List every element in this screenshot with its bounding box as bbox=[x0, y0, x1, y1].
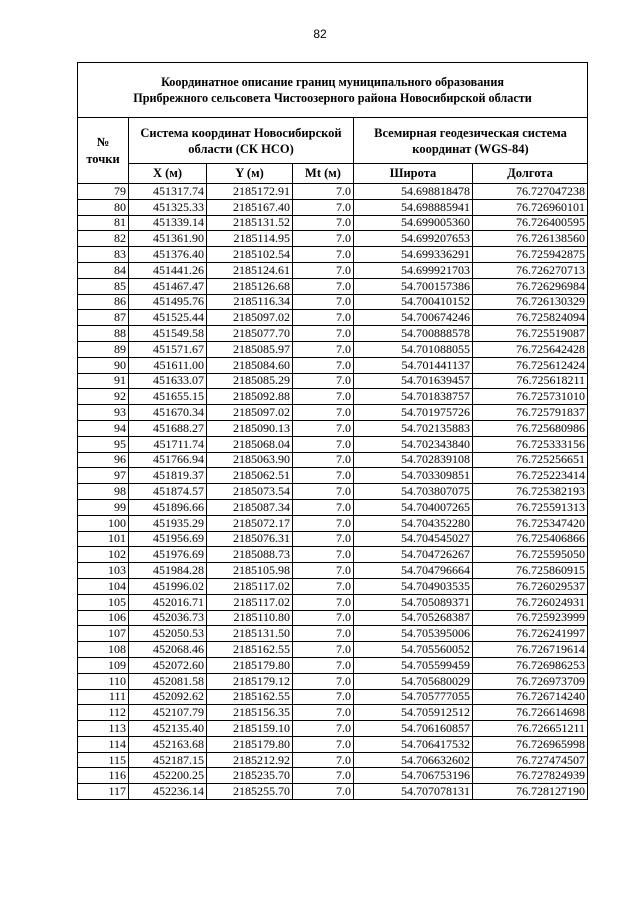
mt-cell: 7.0 bbox=[293, 373, 354, 389]
longitude-cell: 76.725256651 bbox=[473, 452, 588, 468]
y-cell: 2185068.04 bbox=[207, 436, 293, 452]
y-cell: 2185131.52 bbox=[207, 215, 293, 231]
latitude-cell: 54.705089371 bbox=[354, 594, 473, 610]
longitude-cell: 76.726024931 bbox=[473, 594, 588, 610]
mt-cell: 7.0 bbox=[293, 515, 354, 531]
y-cell: 2185172.91 bbox=[207, 184, 293, 200]
mt-cell: 7.0 bbox=[293, 531, 354, 547]
y-cell: 2185117.02 bbox=[207, 578, 293, 594]
latitude-cell: 54.704903535 bbox=[354, 578, 473, 594]
mt-cell: 7.0 bbox=[293, 420, 354, 436]
mt-cell: 7.0 bbox=[293, 357, 354, 373]
x-cell: 451688.27 bbox=[129, 420, 207, 436]
y-cell: 2185131.50 bbox=[207, 626, 293, 642]
x-cell: 452072.60 bbox=[129, 657, 207, 673]
point-number-cell: 86 bbox=[78, 294, 129, 310]
table-row bbox=[78, 484, 588, 500]
point-number-cell: 108 bbox=[78, 642, 129, 658]
table-row bbox=[78, 563, 588, 579]
x-cell: 451441.26 bbox=[129, 262, 207, 278]
table-row bbox=[78, 373, 588, 389]
x-cell: 451874.57 bbox=[129, 484, 207, 500]
table-row bbox=[78, 531, 588, 547]
x-cell: 451495.76 bbox=[129, 294, 207, 310]
page-number: 82 bbox=[313, 27, 327, 41]
mt-cell: 7.0 bbox=[293, 563, 354, 579]
mt-cell: 7.0 bbox=[293, 262, 354, 278]
mt-cell: 7.0 bbox=[293, 278, 354, 294]
point-number-cell: 89 bbox=[78, 341, 129, 357]
y-cell: 2185063.90 bbox=[207, 452, 293, 468]
title-line-2: Прибрежного сельсовета Чистоозерного района Новосибирской области bbox=[133, 91, 532, 105]
latitude-cell: 54.702343840 bbox=[354, 436, 473, 452]
longitude-column-header: Долгота bbox=[473, 164, 588, 184]
y-cell: 2185179.12 bbox=[207, 673, 293, 689]
table-row bbox=[78, 310, 588, 326]
mt-cell: 7.0 bbox=[293, 247, 354, 263]
longitude-cell: 76.726960101 bbox=[473, 199, 588, 215]
mt-cell: 7.0 bbox=[293, 405, 354, 421]
latitude-cell: 54.700888578 bbox=[354, 326, 473, 342]
longitude-cell: 76.725347420 bbox=[473, 515, 588, 531]
point-number-cell: 109 bbox=[78, 657, 129, 673]
x-cell: 451467.47 bbox=[129, 278, 207, 294]
table-row bbox=[78, 657, 588, 673]
longitude-cell: 76.725791837 bbox=[473, 405, 588, 421]
table-row bbox=[78, 468, 588, 484]
x-cell: 452163.68 bbox=[129, 736, 207, 752]
x-cell: 451655.15 bbox=[129, 389, 207, 405]
longitude-cell: 76.726986253 bbox=[473, 657, 588, 673]
x-cell: 452187.15 bbox=[129, 752, 207, 768]
table-row bbox=[78, 736, 588, 752]
mt-column-header: Mt (м) bbox=[293, 164, 354, 184]
latitude-cell: 54.704545027 bbox=[354, 531, 473, 547]
table-row bbox=[78, 705, 588, 721]
latitude-cell: 54.705268387 bbox=[354, 610, 473, 626]
table-row bbox=[78, 515, 588, 531]
table-row bbox=[78, 452, 588, 468]
point-number-cell: 83 bbox=[78, 247, 129, 263]
latitude-cell: 54.699921703 bbox=[354, 262, 473, 278]
y-cell: 2185084.60 bbox=[207, 357, 293, 373]
point-number-cell: 113 bbox=[78, 721, 129, 737]
longitude-cell: 76.725942875 bbox=[473, 247, 588, 263]
point-number-cell: 97 bbox=[78, 468, 129, 484]
longitude-cell: 76.726241997 bbox=[473, 626, 588, 642]
latitude-cell: 54.702839108 bbox=[354, 452, 473, 468]
point-number-cell: 81 bbox=[78, 215, 129, 231]
table-row bbox=[78, 594, 588, 610]
y-cell: 2185092.88 bbox=[207, 389, 293, 405]
latitude-cell: 54.704352280 bbox=[354, 515, 473, 531]
point-number-cell: 91 bbox=[78, 373, 129, 389]
mt-cell: 7.0 bbox=[293, 626, 354, 642]
coordinates-table bbox=[77, 62, 588, 800]
y-cell: 2185159.10 bbox=[207, 721, 293, 737]
point-number-cell: 111 bbox=[78, 689, 129, 705]
latitude-cell: 54.705912512 bbox=[354, 705, 473, 721]
longitude-cell: 76.726973709 bbox=[473, 673, 588, 689]
mt-cell: 7.0 bbox=[293, 768, 354, 784]
x-cell: 451361.90 bbox=[129, 231, 207, 247]
mt-cell: 7.0 bbox=[293, 231, 354, 247]
longitude-cell: 76.726029537 bbox=[473, 578, 588, 594]
mt-cell: 7.0 bbox=[293, 199, 354, 215]
point-number-cell: 107 bbox=[78, 626, 129, 642]
latitude-cell: 54.705777055 bbox=[354, 689, 473, 705]
table-row bbox=[78, 436, 588, 452]
latitude-cell: 54.698818478 bbox=[354, 184, 473, 200]
longitude-cell: 76.725223414 bbox=[473, 468, 588, 484]
latitude-cell: 54.702135883 bbox=[354, 420, 473, 436]
x-cell: 451819.37 bbox=[129, 468, 207, 484]
x-cell: 452068.46 bbox=[129, 642, 207, 658]
longitude-cell: 76.726614698 bbox=[473, 705, 588, 721]
y-cell: 2185167.40 bbox=[207, 199, 293, 215]
longitude-cell: 76.726714240 bbox=[473, 689, 588, 705]
y-cell: 2185235.70 bbox=[207, 768, 293, 784]
mt-cell: 7.0 bbox=[293, 310, 354, 326]
y-cell: 2185255.70 bbox=[207, 784, 293, 800]
x-cell: 451935.29 bbox=[129, 515, 207, 531]
x-cell: 452135.40 bbox=[129, 721, 207, 737]
latitude-cell: 54.705560052 bbox=[354, 642, 473, 658]
y-cell: 2185097.02 bbox=[207, 310, 293, 326]
latitude-cell: 54.706632602 bbox=[354, 752, 473, 768]
table-body bbox=[78, 184, 588, 800]
x-cell: 451376.40 bbox=[129, 247, 207, 263]
x-cell: 451317.74 bbox=[129, 184, 207, 200]
table-row bbox=[78, 231, 588, 247]
point-number-header bbox=[78, 118, 129, 184]
table-row bbox=[78, 294, 588, 310]
x-cell: 452050.53 bbox=[129, 626, 207, 642]
table-row bbox=[78, 389, 588, 405]
latitude-cell: 54.700410152 bbox=[354, 294, 473, 310]
table-row bbox=[78, 784, 588, 800]
point-number-cell: 87 bbox=[78, 310, 129, 326]
y-cell: 2185162.55 bbox=[207, 642, 293, 658]
longitude-cell: 76.726400595 bbox=[473, 215, 588, 231]
y-cell: 2185087.34 bbox=[207, 499, 293, 515]
table-row bbox=[78, 721, 588, 737]
mt-cell: 7.0 bbox=[293, 389, 354, 405]
latitude-cell: 54.703807075 bbox=[354, 484, 473, 500]
point-number-cell: 85 bbox=[78, 278, 129, 294]
table-title bbox=[78, 63, 588, 118]
longitude-cell: 76.725591313 bbox=[473, 499, 588, 515]
table-row bbox=[78, 341, 588, 357]
point-number-cell: 106 bbox=[78, 610, 129, 626]
y-cell: 2185162.55 bbox=[207, 689, 293, 705]
latitude-cell: 54.700674246 bbox=[354, 310, 473, 326]
y-cell: 2185156.35 bbox=[207, 705, 293, 721]
point-number-cell: 99 bbox=[78, 499, 129, 515]
x-cell: 451956.69 bbox=[129, 531, 207, 547]
y-cell: 2185212.92 bbox=[207, 752, 293, 768]
mt-cell: 7.0 bbox=[293, 436, 354, 452]
y-cell: 2185088.73 bbox=[207, 547, 293, 563]
x-cell: 452236.14 bbox=[129, 784, 207, 800]
x-cell: 452200.25 bbox=[129, 768, 207, 784]
y-cell: 2185126.68 bbox=[207, 278, 293, 294]
longitude-cell: 76.727047238 bbox=[473, 184, 588, 200]
longitude-cell: 76.727824939 bbox=[473, 768, 588, 784]
point-number-cell: 84 bbox=[78, 262, 129, 278]
table-row bbox=[78, 547, 588, 563]
table-row bbox=[78, 420, 588, 436]
table-row bbox=[78, 247, 588, 263]
point-number-cell: 110 bbox=[78, 673, 129, 689]
point-number-cell: 117 bbox=[78, 784, 129, 800]
point-number-cell: 82 bbox=[78, 231, 129, 247]
x-cell: 451525.44 bbox=[129, 310, 207, 326]
x-cell: 451996.02 bbox=[129, 578, 207, 594]
longitude-cell: 76.726138560 bbox=[473, 231, 588, 247]
latitude-column-header: Широта bbox=[354, 164, 473, 184]
longitude-cell: 76.725923999 bbox=[473, 610, 588, 626]
latitude-cell: 54.701639457 bbox=[354, 373, 473, 389]
mt-cell: 7.0 bbox=[293, 610, 354, 626]
latitude-cell: 54.699207653 bbox=[354, 231, 473, 247]
table-row bbox=[78, 262, 588, 278]
mt-cell: 7.0 bbox=[293, 184, 354, 200]
point-number-cell: 93 bbox=[78, 405, 129, 421]
y-cell: 2185102.54 bbox=[207, 247, 293, 263]
table-row bbox=[78, 642, 588, 658]
table-row bbox=[78, 326, 588, 342]
point-number-cell: 88 bbox=[78, 326, 129, 342]
mt-cell: 7.0 bbox=[293, 657, 354, 673]
longitude-cell: 76.728127190 bbox=[473, 784, 588, 800]
latitude-cell: 54.699336291 bbox=[354, 247, 473, 263]
latitude-cell: 54.704796664 bbox=[354, 563, 473, 579]
latitude-cell: 54.703309851 bbox=[354, 468, 473, 484]
x-cell: 451339.14 bbox=[129, 215, 207, 231]
x-column-header: X (м) bbox=[129, 164, 207, 184]
wgs84-system-header: Всемирная геодезическая система координат (WGS-84) bbox=[354, 118, 588, 164]
table-row bbox=[78, 673, 588, 689]
longitude-cell: 76.725731010 bbox=[473, 389, 588, 405]
x-cell: 452081.58 bbox=[129, 673, 207, 689]
y-cell: 2185105.98 bbox=[207, 563, 293, 579]
y-cell: 2185090.13 bbox=[207, 420, 293, 436]
longitude-cell: 76.725642428 bbox=[473, 341, 588, 357]
mt-cell: 7.0 bbox=[293, 642, 354, 658]
latitude-cell: 54.701975726 bbox=[354, 405, 473, 421]
table-header bbox=[78, 63, 588, 184]
latitude-cell: 54.701441137 bbox=[354, 357, 473, 373]
table-row bbox=[78, 405, 588, 421]
y-cell: 2185116.34 bbox=[207, 294, 293, 310]
latitude-cell: 54.706417532 bbox=[354, 736, 473, 752]
latitude-cell: 54.700157386 bbox=[354, 278, 473, 294]
point-number-cell: 96 bbox=[78, 452, 129, 468]
y-column-header: Y (м) bbox=[207, 164, 293, 184]
point-number-cell: 115 bbox=[78, 752, 129, 768]
mt-cell: 7.0 bbox=[293, 326, 354, 342]
mt-cell: 7.0 bbox=[293, 215, 354, 231]
point-number-cell: 94 bbox=[78, 420, 129, 436]
latitude-cell: 54.699005360 bbox=[354, 215, 473, 231]
table-row bbox=[78, 578, 588, 594]
latitude-cell: 54.698885941 bbox=[354, 199, 473, 215]
longitude-cell: 76.725519087 bbox=[473, 326, 588, 342]
mt-cell: 7.0 bbox=[293, 341, 354, 357]
table-row bbox=[78, 215, 588, 231]
y-cell: 2185072.17 bbox=[207, 515, 293, 531]
table-row bbox=[78, 357, 588, 373]
latitude-cell: 54.705395006 bbox=[354, 626, 473, 642]
y-cell: 2185076.31 bbox=[207, 531, 293, 547]
latitude-cell: 54.705599459 bbox=[354, 657, 473, 673]
longitude-cell: 76.726651211 bbox=[473, 721, 588, 737]
x-cell: 451611.00 bbox=[129, 357, 207, 373]
x-cell: 452092.62 bbox=[129, 689, 207, 705]
mt-cell: 7.0 bbox=[293, 452, 354, 468]
y-cell: 2185117.02 bbox=[207, 594, 293, 610]
mt-cell: 7.0 bbox=[293, 578, 354, 594]
longitude-cell: 76.725595050 bbox=[473, 547, 588, 563]
nsk-system-header: Система координат Новосибирской области (СК НСО) bbox=[129, 118, 354, 164]
mt-cell: 7.0 bbox=[293, 594, 354, 610]
table-row bbox=[78, 499, 588, 515]
mt-cell: 7.0 bbox=[293, 484, 354, 500]
table-row bbox=[78, 768, 588, 784]
mt-cell: 7.0 bbox=[293, 705, 354, 721]
table-row bbox=[78, 199, 588, 215]
latitude-cell: 54.701088055 bbox=[354, 341, 473, 357]
point-number-cell: 101 bbox=[78, 531, 129, 547]
point-number-cell: 103 bbox=[78, 563, 129, 579]
x-cell: 451670.34 bbox=[129, 405, 207, 421]
point-number-cell: 102 bbox=[78, 547, 129, 563]
point-number-cell: 90 bbox=[78, 357, 129, 373]
table-row bbox=[78, 752, 588, 768]
mt-cell: 7.0 bbox=[293, 673, 354, 689]
x-cell: 451984.28 bbox=[129, 563, 207, 579]
point-number-cell: 79 bbox=[78, 184, 129, 200]
y-cell: 2185124.61 bbox=[207, 262, 293, 278]
x-cell: 451711.74 bbox=[129, 436, 207, 452]
y-cell: 2185097.02 bbox=[207, 405, 293, 421]
title-line-1: Координатное описание границ муниципального образования bbox=[161, 75, 504, 89]
longitude-cell: 76.726296984 bbox=[473, 278, 588, 294]
point-number-cell: 104 bbox=[78, 578, 129, 594]
table-row bbox=[78, 689, 588, 705]
latitude-cell: 54.701838757 bbox=[354, 389, 473, 405]
longitude-cell: 76.725612424 bbox=[473, 357, 588, 373]
y-cell: 2185179.80 bbox=[207, 736, 293, 752]
longitude-cell: 76.725406866 bbox=[473, 531, 588, 547]
mt-cell: 7.0 bbox=[293, 721, 354, 737]
latitude-cell: 54.706753196 bbox=[354, 768, 473, 784]
point-number-cell: 80 bbox=[78, 199, 129, 215]
latitude-cell: 54.704007265 bbox=[354, 499, 473, 515]
y-cell: 2185077.70 bbox=[207, 326, 293, 342]
x-cell: 452036.73 bbox=[129, 610, 207, 626]
point-number-cell: 116 bbox=[78, 768, 129, 784]
longitude-cell: 76.727474507 bbox=[473, 752, 588, 768]
mt-cell: 7.0 bbox=[293, 547, 354, 563]
x-cell: 451766.94 bbox=[129, 452, 207, 468]
point-number-cell: 95 bbox=[78, 436, 129, 452]
point-number-header-label: точки bbox=[86, 151, 120, 166]
y-cell: 2185179.80 bbox=[207, 657, 293, 673]
point-number-cell: 105 bbox=[78, 594, 129, 610]
mt-cell: 7.0 bbox=[293, 784, 354, 800]
longitude-cell: 76.725618211 bbox=[473, 373, 588, 389]
point-number-cell: 112 bbox=[78, 705, 129, 721]
mt-cell: 7.0 bbox=[293, 294, 354, 310]
point-number-cell: 100 bbox=[78, 515, 129, 531]
longitude-cell: 76.726965998 bbox=[473, 736, 588, 752]
latitude-cell: 54.707078131 bbox=[354, 784, 473, 800]
longitude-cell: 76.726270713 bbox=[473, 262, 588, 278]
x-cell: 451549.58 bbox=[129, 326, 207, 342]
latitude-cell: 54.706160857 bbox=[354, 721, 473, 737]
y-cell: 2185110.80 bbox=[207, 610, 293, 626]
mt-cell: 7.0 bbox=[293, 736, 354, 752]
longitude-cell: 76.725824094 bbox=[473, 310, 588, 326]
x-cell: 451571.67 bbox=[129, 341, 207, 357]
point-number-header-symbol: № bbox=[96, 134, 110, 149]
mt-cell: 7.0 bbox=[293, 499, 354, 515]
mt-cell: 7.0 bbox=[293, 752, 354, 768]
y-cell: 2185114.95 bbox=[207, 231, 293, 247]
x-cell: 451976.69 bbox=[129, 547, 207, 563]
x-cell: 451896.66 bbox=[129, 499, 207, 515]
y-cell: 2185085.97 bbox=[207, 341, 293, 357]
y-cell: 2185062.51 bbox=[207, 468, 293, 484]
y-cell: 2185073.54 bbox=[207, 484, 293, 500]
point-number-cell: 114 bbox=[78, 736, 129, 752]
mt-cell: 7.0 bbox=[293, 689, 354, 705]
longitude-cell: 76.725680986 bbox=[473, 420, 588, 436]
y-cell: 2185085.29 bbox=[207, 373, 293, 389]
longitude-cell: 76.726130329 bbox=[473, 294, 588, 310]
x-cell: 451633.07 bbox=[129, 373, 207, 389]
x-cell: 451325.33 bbox=[129, 199, 207, 215]
point-number-cell: 98 bbox=[78, 484, 129, 500]
table-row bbox=[78, 610, 588, 626]
table-row bbox=[78, 626, 588, 642]
x-cell: 452016.71 bbox=[129, 594, 207, 610]
point-number-cell: 92 bbox=[78, 389, 129, 405]
mt-cell: 7.0 bbox=[293, 468, 354, 484]
latitude-cell: 54.704726267 bbox=[354, 547, 473, 563]
longitude-cell: 76.725860915 bbox=[473, 563, 588, 579]
x-cell: 452107.79 bbox=[129, 705, 207, 721]
longitude-cell: 76.725382193 bbox=[473, 484, 588, 500]
latitude-cell: 54.705680029 bbox=[354, 673, 473, 689]
table-row bbox=[78, 278, 588, 294]
longitude-cell: 76.726719614 bbox=[473, 642, 588, 658]
table-row bbox=[78, 184, 588, 200]
longitude-cell: 76.725333156 bbox=[473, 436, 588, 452]
